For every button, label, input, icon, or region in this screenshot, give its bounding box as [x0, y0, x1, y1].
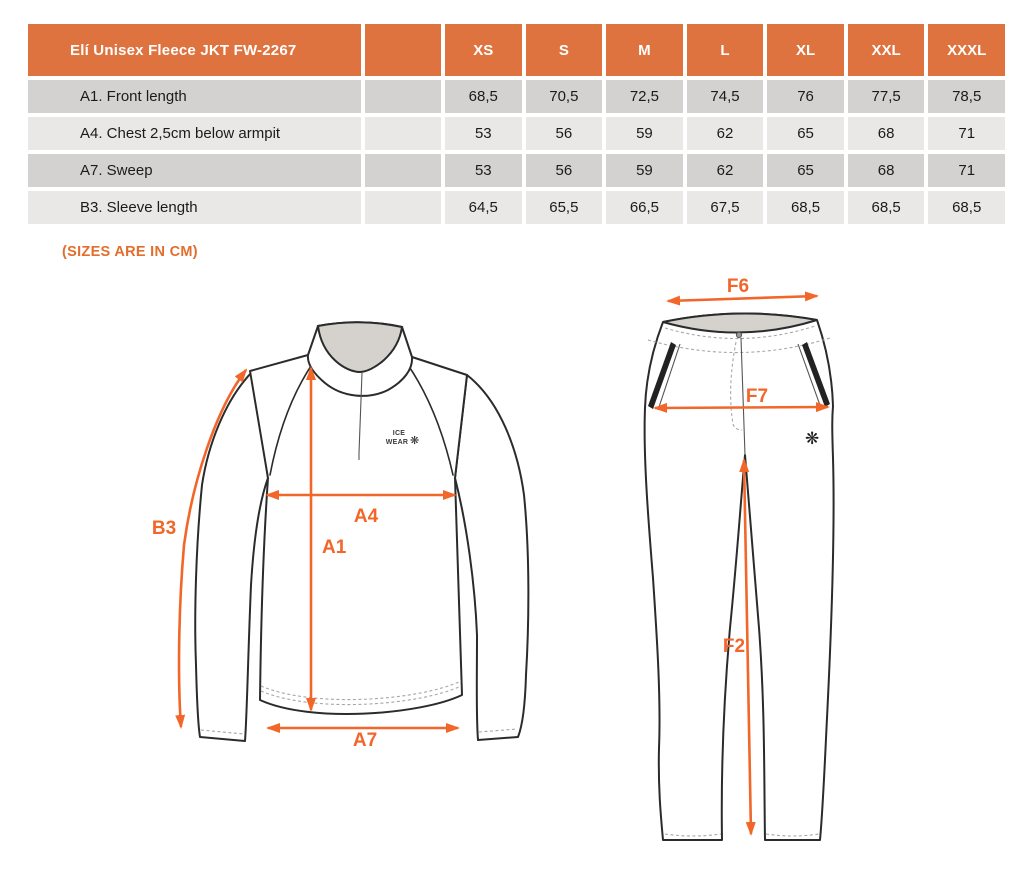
cell-value: 64,5	[445, 191, 522, 224]
hip-width-label: F7	[745, 386, 769, 407]
size-col-header-xxxl: XXXL	[928, 24, 1005, 76]
front-length-label: A1	[322, 537, 347, 558]
cell-value: 68	[848, 154, 925, 187]
row-label-chest: A4. Chest 2,5cm below armpit	[28, 117, 361, 150]
brand-logo-snowflake-icon: ❋	[410, 435, 420, 447]
cell-value: 65,5	[526, 191, 603, 224]
row-label-front-length: A1. Front length	[28, 80, 361, 113]
jacket-left-sleeve	[195, 372, 268, 741]
header-spacer-cell	[365, 24, 441, 76]
cell-value: 59	[606, 117, 683, 150]
waist-button	[736, 332, 741, 337]
spacer-cell	[365, 80, 441, 113]
sizes-unit-note: (SIZES ARE IN CM)	[62, 244, 198, 260]
cell-value: 78,5	[928, 80, 1005, 113]
size-col-header-m: M	[606, 24, 683, 76]
cell-value: 68,5	[445, 80, 522, 113]
spacer-cell	[365, 117, 441, 150]
cell-value: 65	[767, 117, 844, 150]
cell-value: 62	[687, 117, 764, 150]
sweep-label: A7	[352, 730, 378, 751]
cell-value: 70,5	[526, 80, 603, 113]
size-col-header-xl: XL	[767, 24, 844, 76]
hip-width-arrow	[655, 407, 828, 408]
size-col-header-xxl: XXL	[848, 24, 925, 76]
table-title: Elí Unisex Fleece JKT FW-2267	[28, 24, 361, 76]
jacket-diagram	[120, 285, 590, 875]
brand-logo-text-line2: WEAR	[385, 439, 409, 446]
pants-snowflake-icon: ❋	[805, 429, 820, 448]
cell-value: 53	[445, 154, 522, 187]
cell-value: 65	[767, 154, 844, 187]
cell-value: 68,5	[767, 191, 844, 224]
size-col-header-l: L	[687, 24, 764, 76]
cell-value: 68,5	[848, 191, 925, 224]
chest-label: A4	[353, 506, 379, 527]
cell-value: 68	[848, 117, 925, 150]
row-label-sweep: A7. Sweep	[28, 154, 361, 187]
cell-value: 53	[445, 117, 522, 150]
row-label-sleeve-length: B3. Sleeve length	[28, 191, 361, 224]
cell-value: 67,5	[687, 191, 764, 224]
cell-value: 71	[928, 117, 1005, 150]
cell-value: 76	[767, 80, 844, 113]
size-table	[28, 24, 1005, 224]
size-col-header-xs: XS	[445, 24, 522, 76]
brand-logo-text-line1: ICE	[392, 430, 406, 437]
sleeve-length-label: B3	[151, 518, 177, 539]
cell-value: 62	[687, 154, 764, 187]
cell-value: 59	[606, 154, 683, 187]
cell-value: 72,5	[606, 80, 683, 113]
cell-value: 56	[526, 117, 603, 150]
spacer-cell	[365, 191, 441, 224]
waist-width-label: F6	[726, 278, 750, 297]
jacket-right-sleeve	[455, 375, 528, 740]
cell-value: 74,5	[687, 80, 764, 113]
pants-body	[645, 313, 834, 840]
spacer-cell	[365, 154, 441, 187]
jacket-body	[250, 350, 467, 714]
pants-diagram	[635, 278, 855, 868]
inseam-label: F2	[722, 636, 746, 657]
cell-value: 68,5	[928, 191, 1005, 224]
cell-value: 56	[526, 154, 603, 187]
cell-value: 77,5	[848, 80, 925, 113]
size-col-header-s: S	[526, 24, 603, 76]
cell-value: 71	[928, 154, 1005, 187]
cell-value: 66,5	[606, 191, 683, 224]
